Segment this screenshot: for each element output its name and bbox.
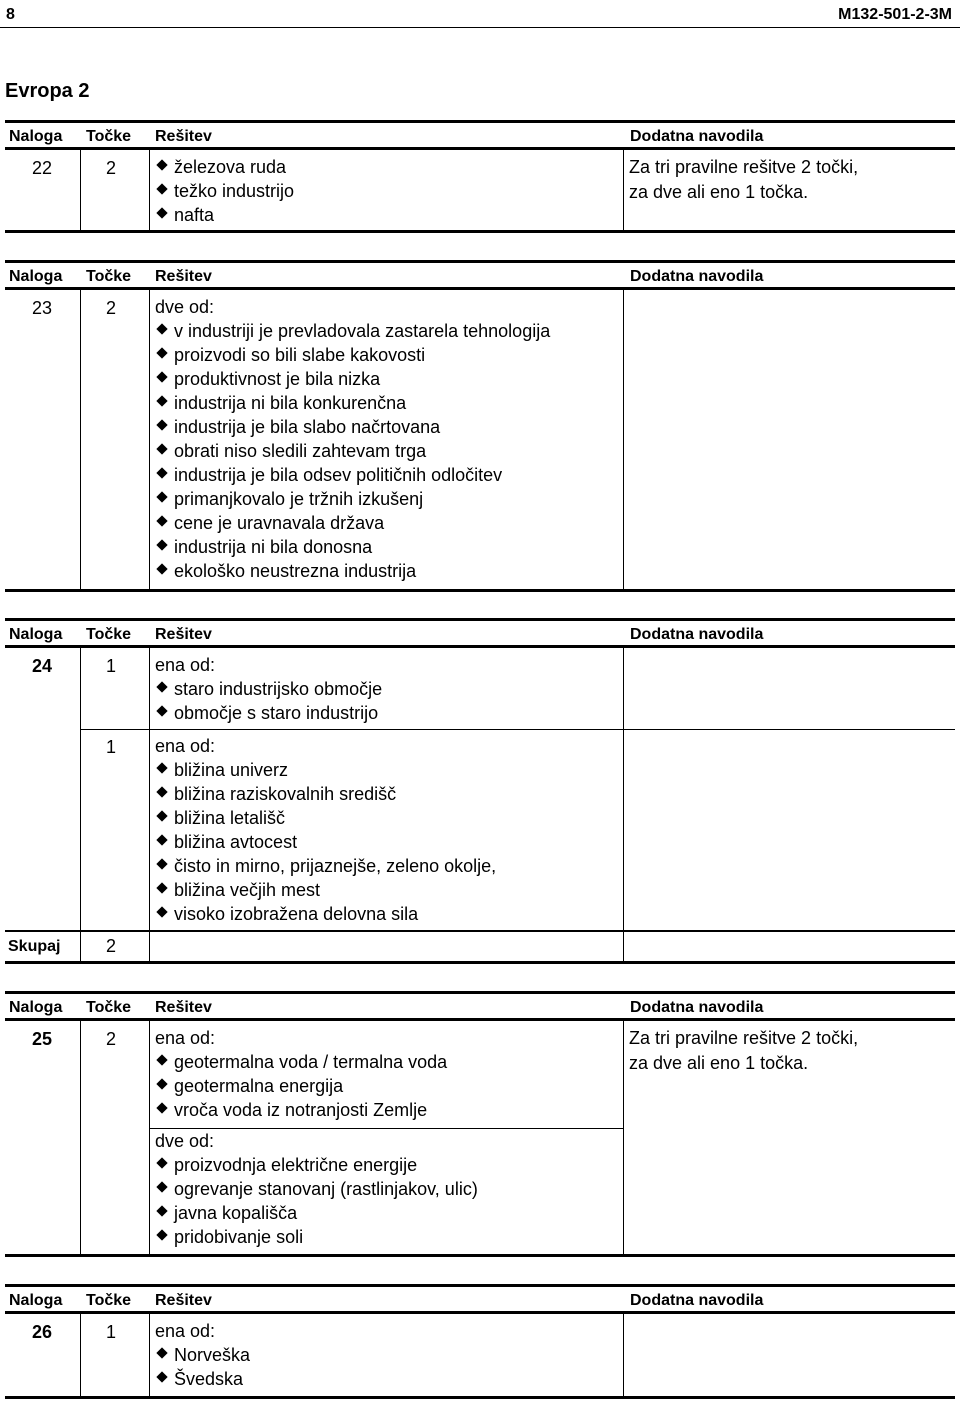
task-table-25 xyxy=(5,991,955,1257)
column-divider xyxy=(623,648,624,961)
solution-item: železova ruda xyxy=(155,155,286,179)
col-tocke: Točke xyxy=(86,128,132,145)
table-header xyxy=(5,120,955,150)
col-resitev: Rešitev xyxy=(155,268,212,285)
solution-item: čisto in mirno, prijaznejše, zeleno okolje, xyxy=(155,854,496,878)
bullet-diamond-icon xyxy=(156,396,167,407)
solution-item: bližina univerz xyxy=(155,758,288,782)
solution-item: industrija je bila odsev političnih odločitev xyxy=(155,463,502,487)
bullet-diamond-icon xyxy=(156,907,167,918)
col-dodatna-navodila: Dodatna navodila xyxy=(630,999,764,1016)
row-divider xyxy=(80,729,955,730)
bullet-diamond-icon xyxy=(156,706,167,717)
solution-item: v industriji je prevladovala zastarela tehnologija xyxy=(155,319,550,343)
column-divider xyxy=(80,648,81,961)
task-table-23 xyxy=(5,260,955,592)
column-divider xyxy=(80,290,81,589)
solution-item: industrija ni bila donosna xyxy=(155,535,372,559)
solution-item: bližina večjih mest xyxy=(155,878,320,902)
task-points: 2 xyxy=(106,298,117,318)
bullet-diamond-icon xyxy=(156,160,167,171)
table-body xyxy=(5,150,955,233)
col-dodatna-navodila: Dodatna navodila xyxy=(630,1292,764,1309)
task-table-24 xyxy=(5,618,955,964)
solution-intro: ena od: xyxy=(155,736,216,756)
task-points: 2 xyxy=(106,158,117,178)
column-divider xyxy=(623,290,624,589)
solution-item: staro industrijsko območje xyxy=(155,677,382,701)
bullet-diamond-icon xyxy=(156,1348,167,1359)
column-divider xyxy=(149,150,150,230)
bullet-diamond-icon xyxy=(156,835,167,846)
total-label: Skupaj xyxy=(8,938,61,955)
table-body xyxy=(5,1021,955,1257)
solution-item: Norveška xyxy=(155,1343,250,1367)
bullet-diamond-icon xyxy=(156,763,167,774)
column-divider xyxy=(149,1021,150,1254)
solution-item: visoko izobražena delovna sila xyxy=(155,902,418,926)
col-dodatna-navodila: Dodatna navodila xyxy=(630,128,764,145)
solution-intro: ena od: xyxy=(155,655,216,675)
col-resitev: Rešitev xyxy=(155,128,212,145)
col-resitev: Rešitev xyxy=(155,999,212,1016)
col-naloga: Naloga xyxy=(9,268,63,285)
solution-item: obrati niso sledili zahtevam trga xyxy=(155,439,426,463)
col-naloga: Naloga xyxy=(9,626,63,643)
solution-item: vroča voda iz notranjosti Zemlje xyxy=(155,1098,427,1122)
row-divider xyxy=(149,1128,623,1129)
table-header xyxy=(5,260,955,290)
solution-item: geotermalna voda / termalna voda xyxy=(155,1050,447,1074)
additional-note: Za tri pravilne rešitve 2 točki, za dve ali eno 1 točka. xyxy=(629,1028,859,1073)
solution-intro: ena od: xyxy=(155,1028,216,1048)
column-divider xyxy=(80,150,81,230)
solution-item: proizvodi so bili slabe kakovosti xyxy=(155,343,425,367)
solution-item: bližina raziskovalnih središč xyxy=(155,782,396,806)
col-resitev: Rešitev xyxy=(155,1292,212,1309)
bullet-diamond-icon xyxy=(156,492,167,503)
bullet-diamond-icon xyxy=(156,516,167,527)
col-naloga: Naloga xyxy=(9,1292,63,1309)
col-naloga: Naloga xyxy=(9,128,63,145)
solution-item: proizvodnja električne energije xyxy=(155,1153,417,1177)
bullet-diamond-icon xyxy=(156,811,167,822)
total-points: 2 xyxy=(106,936,117,956)
solution-item: produktivnost je bila nizka xyxy=(155,367,380,391)
column-divider xyxy=(80,1021,81,1254)
col-dodatna-navodila: Dodatna navodila xyxy=(630,626,764,643)
task-number: 22 xyxy=(32,158,53,178)
header-divider xyxy=(0,27,960,28)
task-number: 23 xyxy=(32,298,53,318)
bullet-diamond-icon xyxy=(156,468,167,479)
column-divider xyxy=(80,1314,81,1396)
solution-item: javna kopališča xyxy=(155,1201,297,1225)
solution-item: bližina letališč xyxy=(155,806,285,830)
solution-item: cene je uravnavala država xyxy=(155,511,384,535)
column-divider xyxy=(623,1314,624,1396)
total-divider xyxy=(5,930,955,932)
bullet-diamond-icon xyxy=(156,420,167,431)
table-header xyxy=(5,618,955,648)
bullet-diamond-icon xyxy=(156,1230,167,1241)
bullet-diamond-icon xyxy=(156,1103,167,1114)
solution-intro: ena od: xyxy=(155,1321,216,1341)
solution-item: ogrevanje stanovanj (rastlinjakov, ulic) xyxy=(155,1177,478,1201)
task-table-22 xyxy=(5,120,955,233)
solution-item: nafta xyxy=(155,203,214,227)
table-body xyxy=(5,1314,955,1399)
solution-item: primanjkovalo je tržnih izkušenj xyxy=(155,487,423,511)
bullet-diamond-icon xyxy=(156,883,167,894)
col-resitev: Rešitev xyxy=(155,626,212,643)
solution-item: pridobivanje soli xyxy=(155,1225,303,1249)
bullet-diamond-icon xyxy=(156,682,167,693)
bullet-diamond-icon xyxy=(156,208,167,219)
column-divider xyxy=(623,1021,624,1254)
table-header xyxy=(5,1284,955,1314)
bullet-diamond-icon xyxy=(156,859,167,870)
col-dodatna-navodila: Dodatna navodila xyxy=(630,268,764,285)
solution-item: težko industrijo xyxy=(155,179,294,203)
bullet-diamond-icon xyxy=(156,1206,167,1217)
bullet-diamond-icon xyxy=(156,1079,167,1090)
task-points: 1 xyxy=(106,737,117,757)
solution-item: bližina avtocest xyxy=(155,830,297,854)
table-body xyxy=(5,290,955,592)
bullet-diamond-icon xyxy=(156,1372,167,1383)
column-divider xyxy=(149,648,150,961)
solution-item: geotermalna energija xyxy=(155,1074,343,1098)
bullet-diamond-icon xyxy=(156,787,167,798)
bullet-diamond-icon xyxy=(156,348,167,359)
bullet-diamond-icon xyxy=(156,1182,167,1193)
table-header xyxy=(5,991,955,1021)
column-divider xyxy=(623,150,624,230)
column-divider xyxy=(149,290,150,589)
task-number: 25 xyxy=(32,1029,53,1049)
solution-item: industrija je bila slabo načrtovana xyxy=(155,415,440,439)
task-points: 2 xyxy=(106,1029,117,1049)
solution-item: industrija ni bila konkurenčna xyxy=(155,391,406,415)
task-table-26 xyxy=(5,1284,955,1399)
col-tocke: Točke xyxy=(86,1292,132,1309)
solution-item: Švedska xyxy=(155,1367,243,1391)
task-points: 1 xyxy=(106,656,117,676)
section-title: Evropa 2 xyxy=(5,80,90,102)
task-points: 1 xyxy=(106,1322,117,1342)
bullet-diamond-icon xyxy=(156,324,167,335)
bullet-diamond-icon xyxy=(156,184,167,195)
col-tocke: Točke xyxy=(86,626,132,643)
solution-item: ekološko neustrezna industrija xyxy=(155,559,416,583)
solution-intro: dve od: xyxy=(155,1131,215,1151)
bullet-diamond-icon xyxy=(156,444,167,455)
bullet-diamond-icon xyxy=(156,1158,167,1169)
col-naloga: Naloga xyxy=(9,999,63,1016)
task-number: 24 xyxy=(32,656,53,676)
document-code: M132-501-2-3M xyxy=(838,6,952,23)
bullet-diamond-icon xyxy=(156,372,167,383)
solution-item: območje s staro industrijo xyxy=(155,701,378,725)
table-body xyxy=(5,648,955,964)
bullet-diamond-icon xyxy=(156,540,167,551)
task-number: 26 xyxy=(32,1322,53,1342)
additional-note: Za tri pravilne rešitve 2 točki, za dve ali eno 1 točka. xyxy=(629,157,859,202)
solution-intro: dve od: xyxy=(155,297,215,317)
bullet-diamond-icon xyxy=(156,1055,167,1066)
col-tocke: Točke xyxy=(86,999,132,1016)
col-tocke: Točke xyxy=(86,268,132,285)
bullet-diamond-icon xyxy=(156,564,167,575)
page-number: 8 xyxy=(6,6,15,23)
column-divider xyxy=(149,1314,150,1396)
